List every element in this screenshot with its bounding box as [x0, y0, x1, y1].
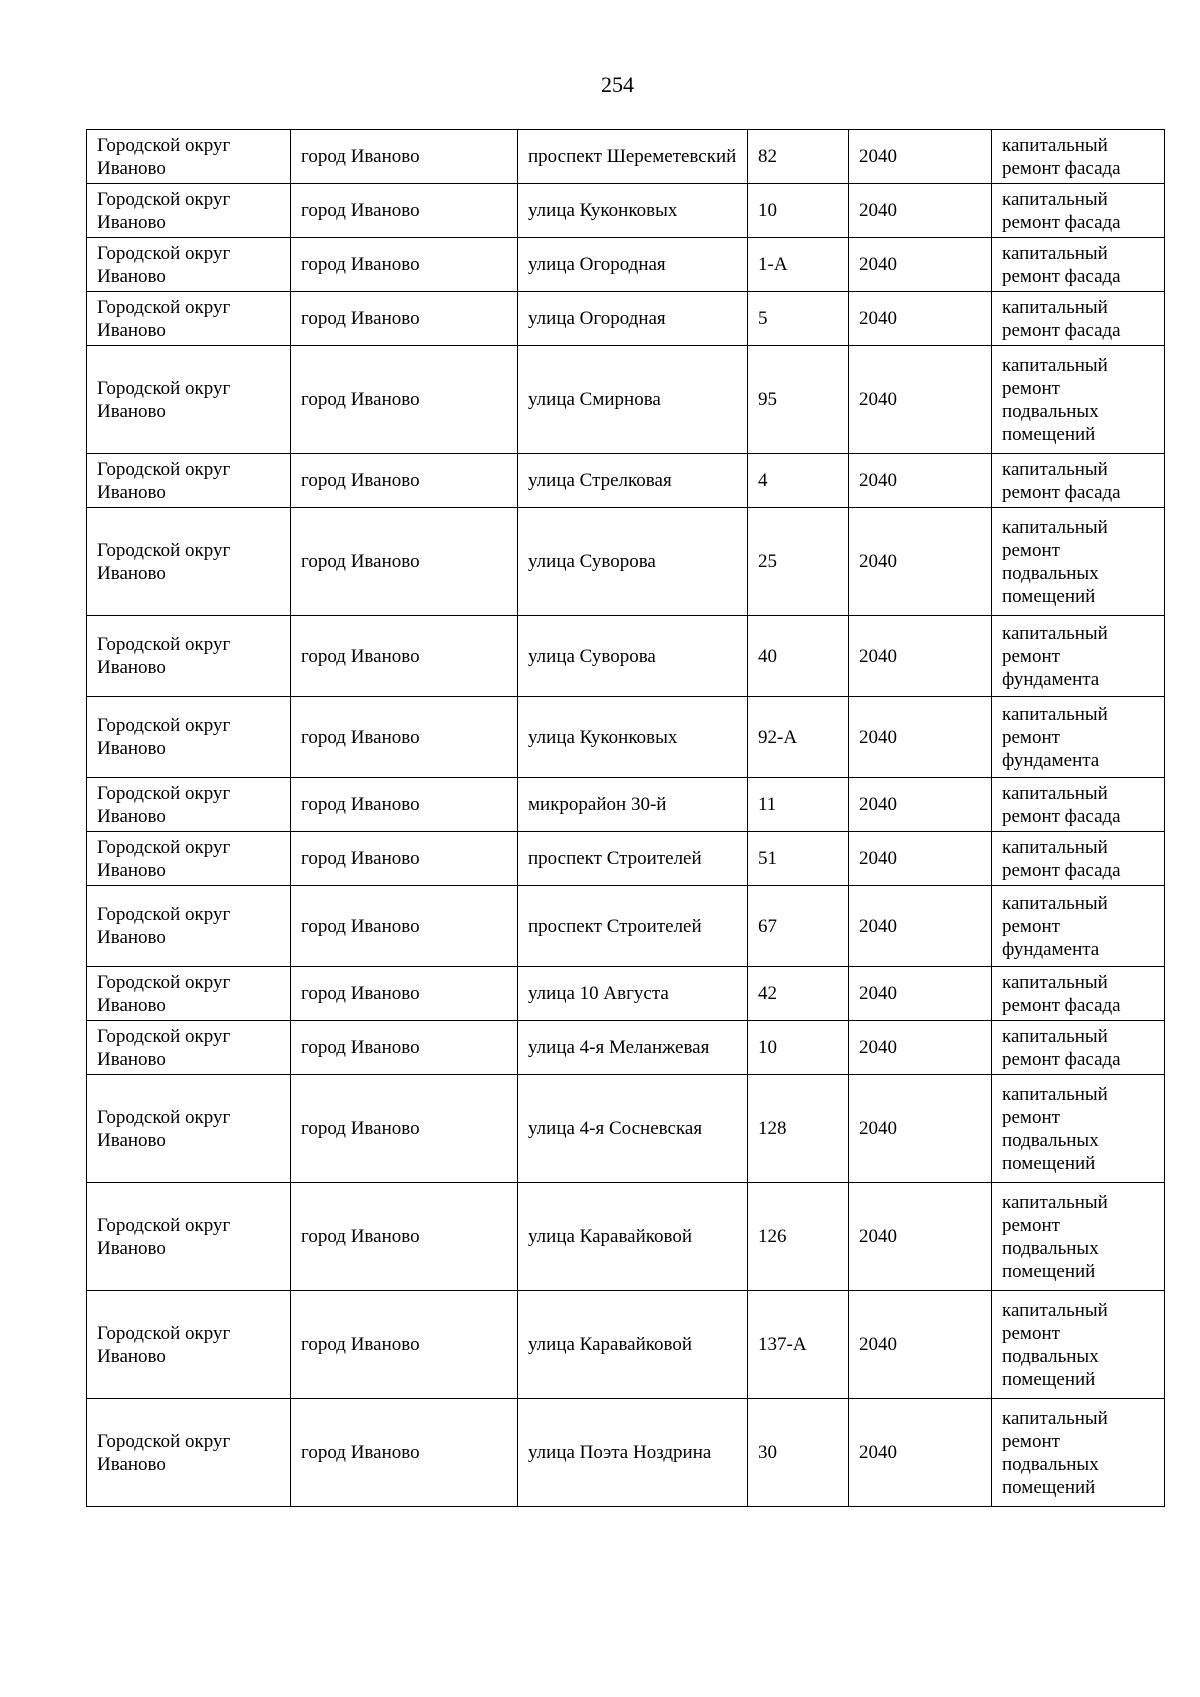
cell-work-type: капитальный ремонт подвальных помещений	[992, 346, 1165, 454]
cell-year: 2040	[849, 697, 992, 778]
cell-work-type: капитальный ремонт подвальных помещений	[992, 1399, 1165, 1507]
cell-year: 2040	[849, 1075, 992, 1183]
cell-district: Городской округ Иваново	[87, 184, 291, 238]
cell-year: 2040	[849, 508, 992, 616]
cell-year: 2040	[849, 616, 992, 697]
cell-year: 2040	[849, 130, 992, 184]
cell-house-number: 128	[748, 1075, 849, 1183]
cell-year: 2040	[849, 886, 992, 967]
cell-work-type: капитальный ремонт подвальных помещений	[992, 1075, 1165, 1183]
cell-street: улица Куконковых	[518, 184, 748, 238]
cell-street: улица Суворова	[518, 616, 748, 697]
cell-district: Городской округ Иваново	[87, 454, 291, 508]
cell-year: 2040	[849, 1183, 992, 1291]
cell-street: улица Смирнова	[518, 346, 748, 454]
table-row	[87, 1291, 1165, 1399]
cell-year: 2040	[849, 967, 992, 1021]
cell-work-type: капитальный ремонт подвальных помещений	[992, 1183, 1165, 1291]
cell-house-number: 30	[748, 1399, 849, 1507]
cell-work-type: капитальный ремонт фасада	[992, 292, 1165, 346]
cell-city: город Иваново	[291, 292, 518, 346]
table-row	[87, 238, 1165, 292]
cell-year: 2040	[849, 454, 992, 508]
table-row	[87, 346, 1165, 454]
cell-district: Городской округ Иваново	[87, 616, 291, 697]
cell-district: Городской округ Иваново	[87, 130, 291, 184]
cell-district: Городской округ Иваново	[87, 292, 291, 346]
cell-year: 2040	[849, 1021, 992, 1075]
cell-street: проспект Строителей	[518, 886, 748, 967]
cell-district: Городской округ Иваново	[87, 508, 291, 616]
cell-city: город Иваново	[291, 886, 518, 967]
cell-house-number: 92-А	[748, 697, 849, 778]
cell-work-type: капитальный ремонт фасада	[992, 778, 1165, 832]
cell-house-number: 82	[748, 130, 849, 184]
cell-house-number: 5	[748, 292, 849, 346]
cell-city: город Иваново	[291, 454, 518, 508]
table-row	[87, 967, 1165, 1021]
cell-work-type: капитальный ремонт фасада	[992, 832, 1165, 886]
cell-city: город Иваново	[291, 1075, 518, 1183]
cell-district: Городской округ Иваново	[87, 832, 291, 886]
cell-district: Городской округ Иваново	[87, 1075, 291, 1183]
cell-street: улица Стрелковая	[518, 454, 748, 508]
cell-work-type: капитальный ремонт подвальных помещений	[992, 1291, 1165, 1399]
table-row	[87, 1399, 1165, 1507]
table-row	[87, 616, 1165, 697]
table-row	[87, 697, 1165, 778]
cell-house-number: 95	[748, 346, 849, 454]
cell-house-number: 40	[748, 616, 849, 697]
cell-work-type: капитальный ремонт фасада	[992, 184, 1165, 238]
cell-city: город Иваново	[291, 697, 518, 778]
cell-street: улица 4-я Сосневская	[518, 1075, 748, 1183]
cell-city: город Иваново	[291, 778, 518, 832]
cell-house-number: 1-А	[748, 238, 849, 292]
cell-district: Городской округ Иваново	[87, 346, 291, 454]
cell-street: улица Суворова	[518, 508, 748, 616]
cell-work-type: капитальный ремонт фундамента	[992, 697, 1165, 778]
cell-year: 2040	[849, 778, 992, 832]
cell-year: 2040	[849, 1291, 992, 1399]
cell-street: улица 10 Августа	[518, 967, 748, 1021]
cell-city: город Иваново	[291, 967, 518, 1021]
cell-work-type: капитальный ремонт фундамента	[992, 886, 1165, 967]
table-row	[87, 1183, 1165, 1291]
cell-district: Городской округ Иваново	[87, 1183, 291, 1291]
cell-house-number: 67	[748, 886, 849, 967]
cell-year: 2040	[849, 292, 992, 346]
cell-work-type: капитальный ремонт фасада	[992, 454, 1165, 508]
page-number: 254	[601, 72, 634, 97]
cell-city: город Иваново	[291, 1021, 518, 1075]
cell-city: город Иваново	[291, 1399, 518, 1507]
table-row	[87, 454, 1165, 508]
cell-year: 2040	[849, 238, 992, 292]
cell-house-number: 25	[748, 508, 849, 616]
cell-street: проспект Строителей	[518, 832, 748, 886]
cell-city: город Иваново	[291, 238, 518, 292]
cell-district: Городской округ Иваново	[87, 886, 291, 967]
cell-work-type: капитальный ремонт фасада	[992, 1021, 1165, 1075]
cell-house-number: 4	[748, 454, 849, 508]
table-row	[87, 508, 1165, 616]
cell-street: микрорайон 30-й	[518, 778, 748, 832]
cell-district: Городской округ Иваново	[87, 697, 291, 778]
cell-city: город Иваново	[291, 1183, 518, 1291]
cell-district: Городской округ Иваново	[87, 238, 291, 292]
cell-city: город Иваново	[291, 832, 518, 886]
cell-street: улица Каравайковой	[518, 1183, 748, 1291]
cell-district: Городской округ Иваново	[87, 1021, 291, 1075]
cell-street: улица Каравайковой	[518, 1291, 748, 1399]
cell-year: 2040	[849, 832, 992, 886]
cell-year: 2040	[849, 1399, 992, 1507]
cell-house-number: 51	[748, 832, 849, 886]
cell-city: город Иваново	[291, 130, 518, 184]
table-row	[87, 1075, 1165, 1183]
cell-city: город Иваново	[291, 184, 518, 238]
cell-city: город Иваново	[291, 1291, 518, 1399]
cell-work-type: капитальный ремонт фасада	[992, 238, 1165, 292]
cell-city: город Иваново	[291, 508, 518, 616]
cell-street: улица Огородная	[518, 238, 748, 292]
cell-house-number: 137-А	[748, 1291, 849, 1399]
table-row	[87, 130, 1165, 184]
cell-district: Городской округ Иваново	[87, 967, 291, 1021]
cell-street: улица Огородная	[518, 292, 748, 346]
table-row	[87, 292, 1165, 346]
table-row	[87, 886, 1165, 967]
cell-work-type: капитальный ремонт подвальных помещений	[992, 508, 1165, 616]
cell-district: Городской округ Иваново	[87, 1291, 291, 1399]
cell-house-number: 10	[748, 1021, 849, 1075]
cell-city: город Иваново	[291, 346, 518, 454]
cell-year: 2040	[849, 184, 992, 238]
cell-year: 2040	[849, 346, 992, 454]
cell-house-number: 42	[748, 967, 849, 1021]
cell-work-type: капитальный ремонт фасада	[992, 967, 1165, 1021]
repair-schedule-table	[86, 129, 1165, 1507]
cell-house-number: 126	[748, 1183, 849, 1291]
cell-street: улица 4-я Меланжевая	[518, 1021, 748, 1075]
cell-city: город Иваново	[291, 616, 518, 697]
cell-work-type: капитальный ремонт фундамента	[992, 616, 1165, 697]
cell-street: проспект Шереметевский	[518, 130, 748, 184]
cell-street: улица Куконковых	[518, 697, 748, 778]
table-row	[87, 1021, 1165, 1075]
cell-district: Городской округ Иваново	[87, 1399, 291, 1507]
table-row	[87, 778, 1165, 832]
cell-house-number: 11	[748, 778, 849, 832]
cell-work-type: капитальный ремонт фасада	[992, 130, 1165, 184]
table-body	[87, 130, 1165, 1507]
table-row	[87, 832, 1165, 886]
table-row	[87, 184, 1165, 238]
cell-district: Городской округ Иваново	[87, 778, 291, 832]
cell-house-number: 10	[748, 184, 849, 238]
cell-street: улица Поэта Ноздрина	[518, 1399, 748, 1507]
